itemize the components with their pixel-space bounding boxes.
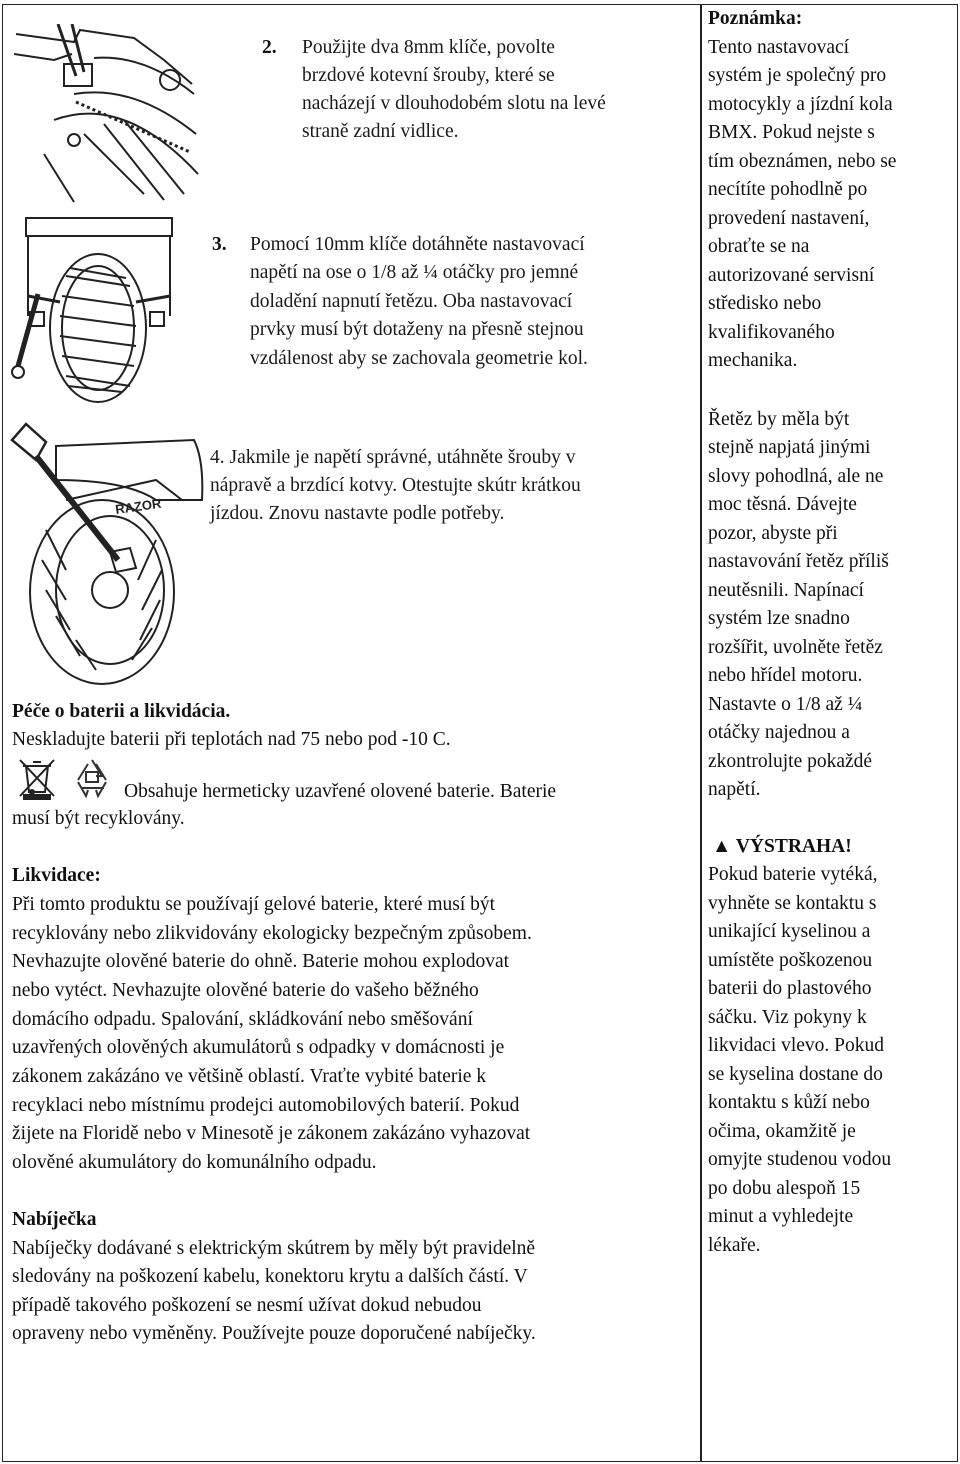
crossed-bin-icon <box>14 756 60 800</box>
warning-heading: ▲ VÝSTRAHA! <box>712 836 852 857</box>
note-line-8: obraťte se na <box>708 236 810 257</box>
step-2-line-3: nacházejí v dlouhodobém slotu na levé <box>302 93 606 114</box>
disposal-line-3: Nevhazujte olověné baterie do ohně. Baterie mohou explodovat <box>12 951 510 972</box>
chain-line-12: otáčky najednou a <box>708 722 850 743</box>
step-2-number: 2. <box>262 37 277 58</box>
chain-line-10: nebo hřídel motoru. <box>708 665 863 686</box>
warning-line-10: očima, okamžitě je <box>708 1121 856 1142</box>
disposal-line-10: olověné akumulátory do komunálního odpadu. <box>12 1152 377 1173</box>
scooter-rear-drawing <box>6 420 206 690</box>
note-line-12: mechanika. <box>708 350 798 371</box>
warning-line-4: umístěte poškozenou <box>708 950 873 971</box>
battery-heading: Péče o baterii a likvidácia. <box>12 701 231 722</box>
step-3-line-3: doladění napnutí řetězu. Oba nastavovací <box>250 291 573 312</box>
disposal-heading: Likvidace: <box>12 865 101 886</box>
illustration-rear-wheel-wrench <box>10 216 200 406</box>
battery-contains-line-2: musí být recyklovány. <box>12 808 185 829</box>
step-3-number: 3. <box>212 234 227 255</box>
step-3-line-2: napětí na ose o 1/8 až ¼ otáčky pro jemné <box>250 262 579 283</box>
note-line-4: BMX. Pokud nejste s <box>708 122 875 143</box>
chain-line-13: zkontrolujte pokaždé <box>708 751 873 772</box>
step-4-line-3: jízdou. Znovu nastavte podle potřeby. <box>210 503 505 524</box>
illustration-brake-bolts <box>14 24 200 204</box>
chain-line-9: rozšířit, uvolněte řetěz <box>708 637 883 658</box>
battery-contains-line-1: Obsahuje hermeticky uzavřené olovené baterie. Baterie <box>124 781 557 802</box>
warning-line-12: po dobu alespoň 15 <box>708 1178 861 1199</box>
step-2-line-1: Použijte dva 8mm klíče, povolte <box>302 37 555 58</box>
step-2-line-2: brzdové kotevní šrouby, které se <box>302 65 555 86</box>
disposal-line-6: uzavřených olověných akumulátorů s odpadky v domácnosti je <box>12 1037 505 1058</box>
warning-line-14: lékaře. <box>708 1235 761 1256</box>
chain-line-11: Nastavte o 1/8 až ¼ <box>708 694 863 715</box>
chain-line-8: systém lze snadno <box>708 608 850 629</box>
warning-line-1: Pokud baterie vytéká, <box>708 864 878 885</box>
charger-line-1: Nabíječky dodávané s elektrickým skútrem by měly být pravidelně <box>12 1238 536 1259</box>
charger-line-3: případě takového poškození se nesmí užívat dokud nebudou <box>12 1295 482 1316</box>
disposal-line-1: Při tomto produktu se používají gelové baterie, které musí být <box>12 894 496 915</box>
step-2-line-4: straně zadní vidlice. <box>302 121 459 142</box>
note-line-2: systém je společný pro <box>708 65 887 86</box>
chain-line-6: nastavování řetěz příliš <box>708 551 889 572</box>
warning-line-9: kontaktu s kůží nebo <box>708 1092 870 1113</box>
battery-storage-text: Neskladujte baterii při teplotách nad 75 nebo pod -10 C. <box>12 729 451 750</box>
note-line-1: Tento nastavovací <box>708 37 850 58</box>
note-line-10: středisko nebo <box>708 293 822 314</box>
warning-line-3: unikající kyselinou a <box>708 921 871 942</box>
warning-line-2: vyhněte se kontaktu s <box>708 893 877 914</box>
note-line-3: motocykly a jízdní kola <box>708 94 893 115</box>
charger-heading: Nabíječka <box>12 1209 97 1230</box>
disposal-line-5: domácího odpadu. Spalování, skládkování nebo směšování <box>12 1009 473 1030</box>
illustration-scooter-rear <box>6 420 206 690</box>
charger-line-4: opraveny nebo vyměněny. Používejte pouze doporučené nabíječky. <box>12 1323 536 1344</box>
warning-line-6: sáčku. Viz pokyny k <box>708 1007 867 1028</box>
chain-line-14: napětí. <box>708 779 761 800</box>
scooter-brand-label: RAZOR <box>114 495 163 517</box>
warning-line-8: se kyselina dostane do <box>708 1064 883 1085</box>
note-heading: Poznámka: <box>708 8 803 29</box>
brake-bolts-drawing <box>14 24 200 204</box>
chain-line-2: stejně napjatá jinými <box>708 437 871 458</box>
step-4-line-1: 4. Jakmile je napětí správné, utáhněte šrouby v <box>210 447 576 468</box>
chain-line-7: neutěsnili. Napínací <box>708 580 864 601</box>
disposal-line-2: recyklovány nebo zlikvidovány ekologicky bezpečným způsobem. <box>12 923 532 944</box>
recycle-icon <box>68 756 116 800</box>
note-line-9: autorizované servisní <box>708 265 875 286</box>
warning-line-5: baterii do plastového <box>708 978 872 999</box>
note-line-6: necítíte pohodlně po <box>708 179 868 200</box>
chain-line-3: slovy pohodlná, ale ne <box>708 466 884 487</box>
disposal-line-9: žijete na Floridě nebo v Minesotě je zákonem zakázáno vyhazovat <box>12 1123 531 1144</box>
chain-line-4: moc těsná. Dávejte <box>708 494 857 515</box>
step-3-line-4: prvky musí být dotaženy na přesně stejnou <box>250 319 584 340</box>
step-3-line-1: Pomocí 10mm klíče dotáhněte nastavovací <box>250 234 585 255</box>
step-3-line-5: vzdálenost aby se zachovala geometrie kol. <box>250 348 588 369</box>
chain-line-5: pozor, abyste při <box>708 523 838 544</box>
disposal-line-4: nebo vytéct. Nevhazujte olověné baterie do vašeho běžného <box>12 980 479 1001</box>
warning-line-11: omyjte studenou vodou <box>708 1149 892 1170</box>
note-line-5: tím obeznámen, nebo se <box>708 151 897 172</box>
disposal-line-8: recyklaci nebo místnímu prodejci automobilových baterií. Pokud <box>12 1095 520 1116</box>
note-line-11: kvalifikovaného <box>708 322 835 343</box>
disposal-line-7: zákonem zakázáno ve většině oblastí. Vraťte vybité baterie k <box>12 1066 487 1087</box>
warning-line-13: minut a vyhledejte <box>708 1206 854 1227</box>
warning-line-7: likvidaci vlevo. Pokud <box>708 1035 885 1056</box>
note-line-7: provedení nastavení, <box>708 208 870 229</box>
charger-line-2: sledovány na poškození kabelu, konektoru krytu a dalších částí. V <box>12 1266 528 1287</box>
rear-wheel-drawing <box>10 216 200 406</box>
chain-line-1: Řetěz by měla být <box>708 409 850 430</box>
step-4-line-2: nápravě a brzdící kotvy. Otestujte skútr krátkou <box>210 475 581 496</box>
